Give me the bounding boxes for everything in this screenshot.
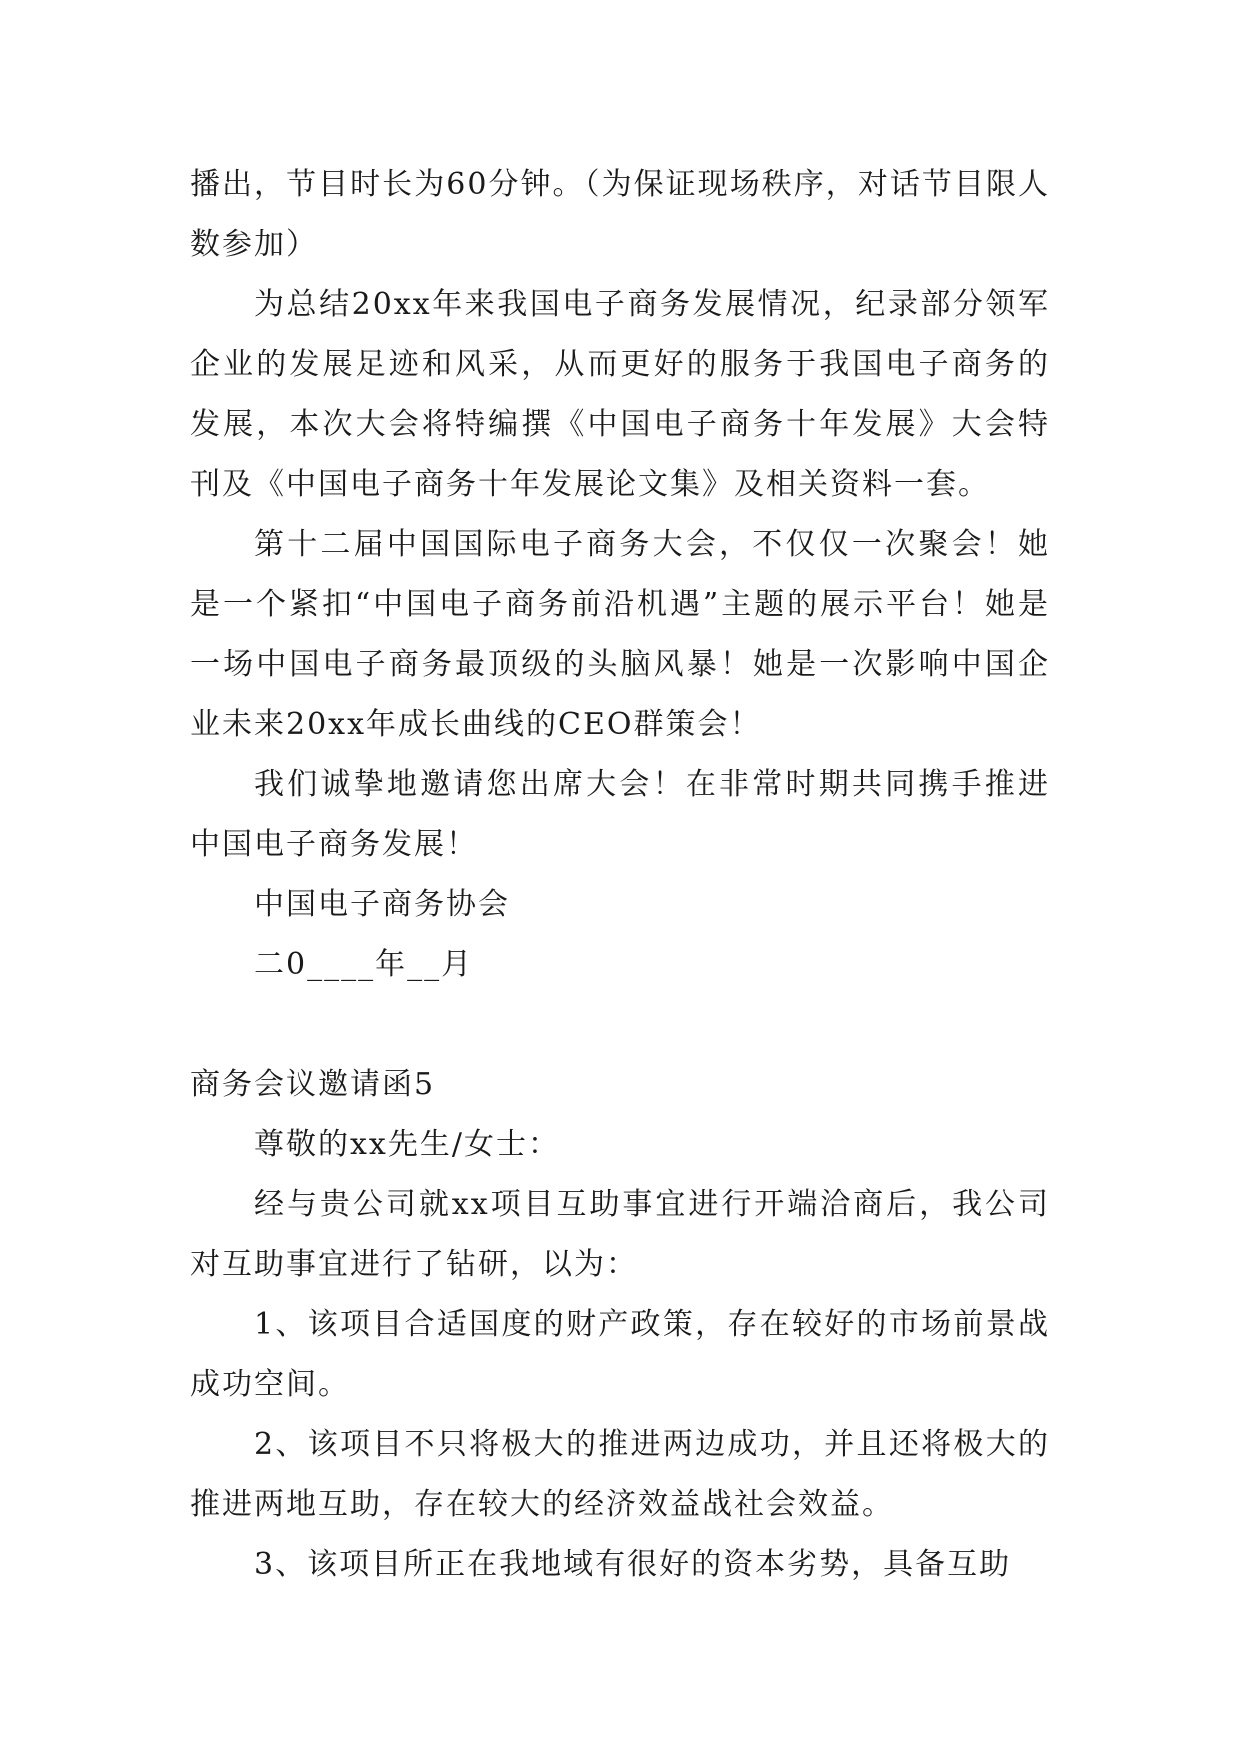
signature-organization: 中国电子商务协会 [254, 887, 510, 922]
paragraph-summary: 为总结20xx年来我国电子商务发展情况，纪录部分领军企业的发展足迹和风采，从而更好的服务于我国电子商务的发展，本次大会将特编撰《中国电子商务十年发展》大会特刊及《中国电子商务十年发展论文集》及相关资料一套。 [190, 287, 1050, 502]
section-title: 商务会议邀请函5 [190, 1067, 436, 1102]
list-item-2: 2、该项目不只将极大的推进两边成功，并且还将极大的推进两地互助，存在较大的经济效益战社会效益。 [190, 1427, 1050, 1522]
section-spacer [190, 995, 1050, 1055]
signature-date: 二0____年__月 [254, 947, 474, 982]
paragraph-broadcast-info: 播出，节目时长为60分钟。（为保证现场秩序，对话节目限人数参加） [190, 167, 1050, 262]
list-item-1: 1、该项目合适国度的财产政策，存在较好的市场前景战成功空间。 [190, 1307, 1050, 1402]
paragraph-preliminary: 经与贵公司就xx项目互助事宜进行开端洽商后，我公司对互助事宜进行了钻研，以为： [190, 1187, 1050, 1282]
salutation: 尊敬的xx先生/女士： [254, 1127, 560, 1162]
list-item-3: 3、该项目所正在我地域有很好的资本劣势，具备互助 [254, 1547, 1012, 1582]
paragraph-conference-intro: 第十二届中国国际电子商务大会，不仅仅一次聚会！她是一个紧扣“中国电子商务前沿机遇”主题的展示平台！她是一场中国电子商务最顶级的头脑风暴！她是一次影响中国企业未来20xx年成长曲线的CEO群策会！ [190, 527, 1050, 742]
document-body [190, 155, 1050, 1595]
paragraph-invitation: 我们诚挚地邀请您出席大会！在非常时期共同携手推进中国电子商务发展！ [190, 767, 1050, 862]
